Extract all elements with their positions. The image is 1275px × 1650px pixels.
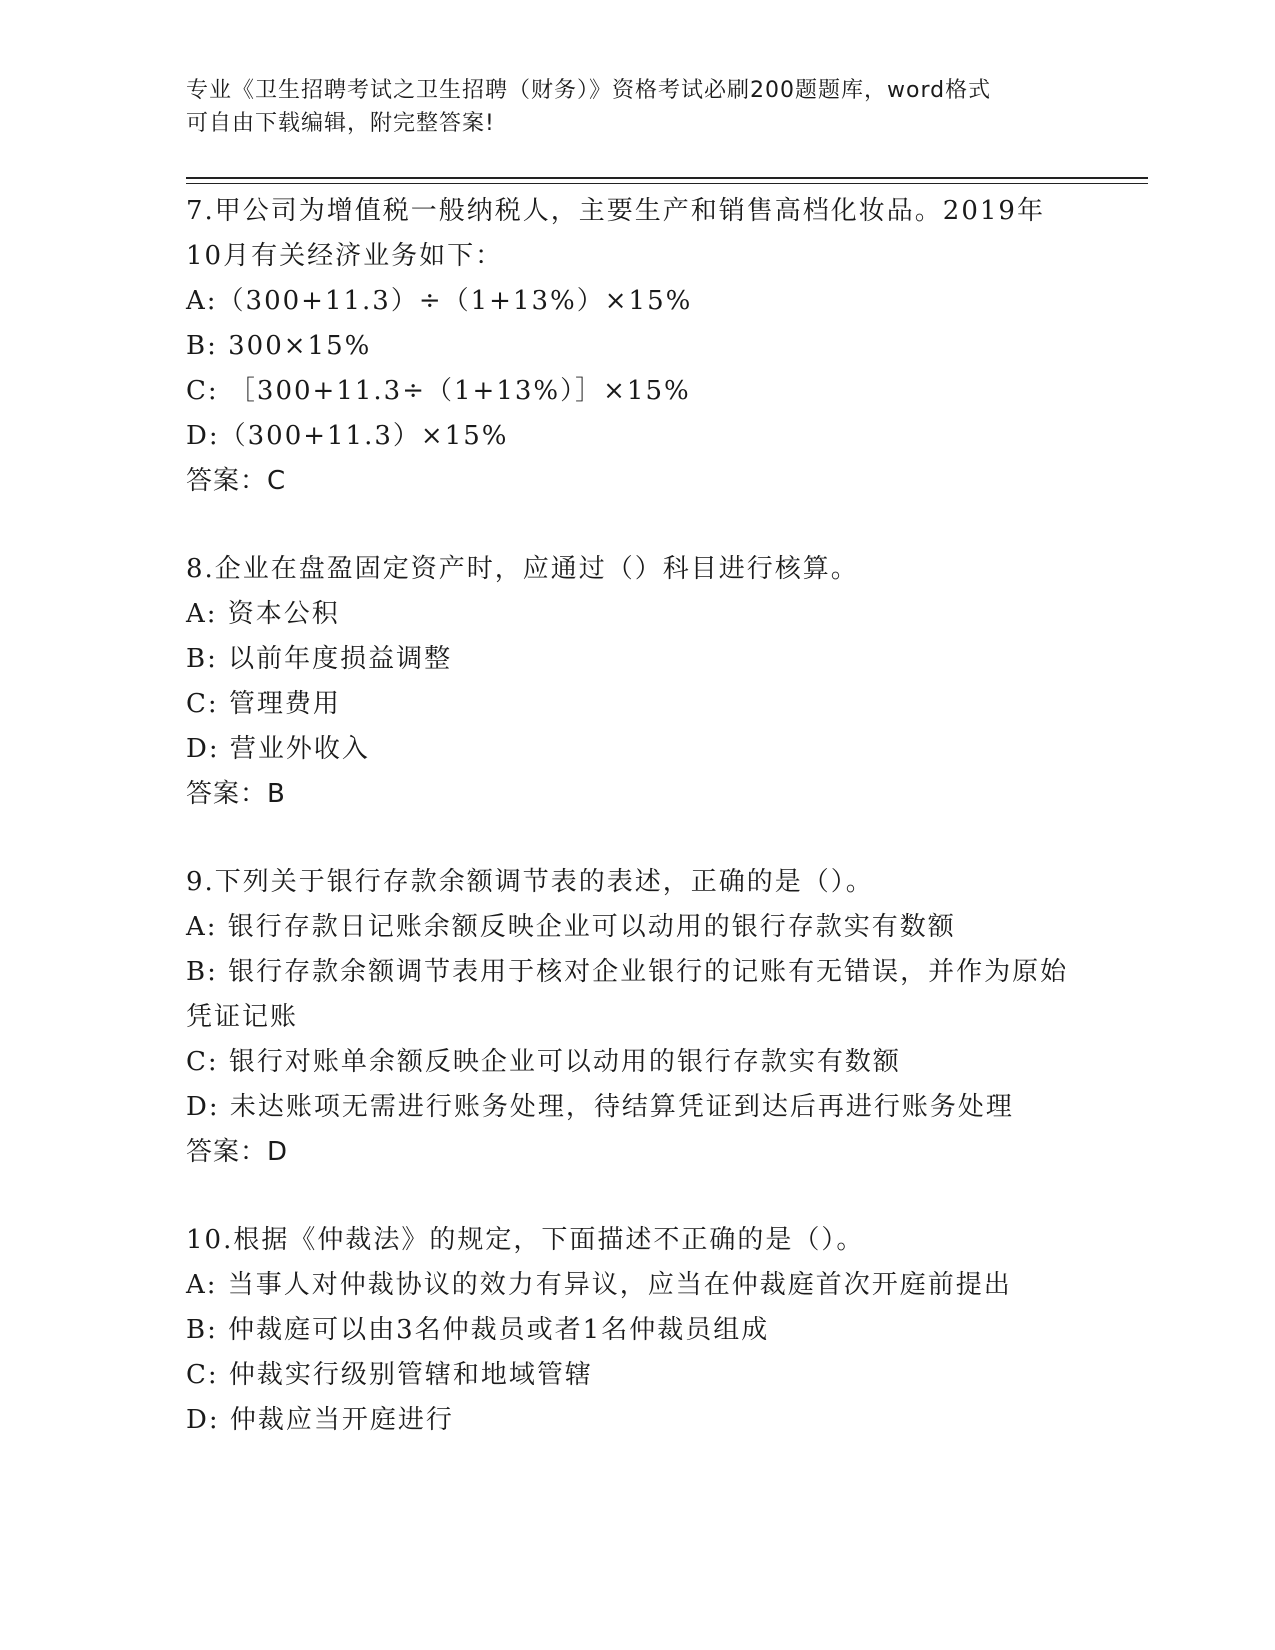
document-header	[186, 74, 1066, 140]
question-stem: 9.下列关于银行存款余额调节表的表述，正确的是（）。	[186, 867, 874, 897]
option-list	[186, 905, 1086, 1130]
question-stem: 10月有关经济业务如下：	[186, 241, 504, 271]
option-list	[186, 592, 1086, 772]
option-list	[186, 1263, 1086, 1443]
option-item: D: 营业外收入	[186, 734, 370, 764]
header-line-1: 专业《卫生招聘考试之卫生招聘（财务）》资格考试必刷200题题库，word格式	[186, 78, 992, 103]
header-rule-thick	[186, 177, 1148, 179]
question-stem: 7.甲公司为增值税一般纳税人，主要生产和销售高档化妆品。2019年	[186, 196, 1045, 226]
option-item: B: 仲裁庭可以由3名仲裁员或者1名仲裁员组成	[186, 1315, 770, 1345]
question-block	[186, 189, 1086, 504]
option-item: D:（300+11.3）×15%	[186, 421, 509, 451]
option-item: D: 仲裁应当开庭进行	[186, 1405, 454, 1435]
option-list	[186, 279, 1086, 459]
header-line-2: 可自由下载编辑，附完整答案!	[186, 111, 495, 136]
option-item: C: 银行对账单余额反映企业可以动用的银行存款实有数额	[186, 1047, 901, 1077]
answer-line: 答案：D	[186, 1137, 289, 1167]
question-stem: 10.根据《仲裁法》的规定，下面描述不正确的是（）。	[186, 1225, 865, 1255]
option-item: C: 仲裁实行级别管辖和地域管辖	[186, 1360, 593, 1390]
option-item: A:（300+11.3）÷（1+13%）×15%	[186, 286, 693, 316]
option-item: B: 300×15%	[186, 331, 372, 361]
option-item: A: 银行存款日记账余额反映企业可以动用的银行存款实有数额	[186, 912, 956, 942]
answer-line: 答案：C	[186, 466, 287, 496]
option-item: C: 管理费用	[186, 689, 341, 719]
option-item: B: 银行存款余额调节表用于核对企业银行的记账有无错误，并作为原始凭证记账	[186, 957, 1069, 1032]
option-item: C: ［300+11.3÷（1+13%）］×15%	[186, 376, 691, 406]
question-block	[186, 1218, 1086, 1443]
answer-line: 答案：B	[186, 779, 286, 809]
option-item: A: 当事人对仲裁协议的效力有异议，应当在仲裁庭首次开庭前提出	[186, 1270, 1012, 1300]
option-item: B: 以前年度损益调整	[186, 644, 453, 674]
option-item: D: 未达账项无需进行账务处理，待结算凭证到达后再进行账务处理	[186, 1092, 1014, 1122]
option-item: A: 资本公积	[186, 599, 340, 629]
question-block	[186, 860, 1086, 1175]
question-list	[186, 189, 1086, 1486]
question-stem: 8.企业在盘盈固定资产时，应通过（）科目进行核算。	[186, 554, 859, 584]
header-rule-thin	[186, 183, 1148, 184]
question-block	[186, 547, 1086, 817]
